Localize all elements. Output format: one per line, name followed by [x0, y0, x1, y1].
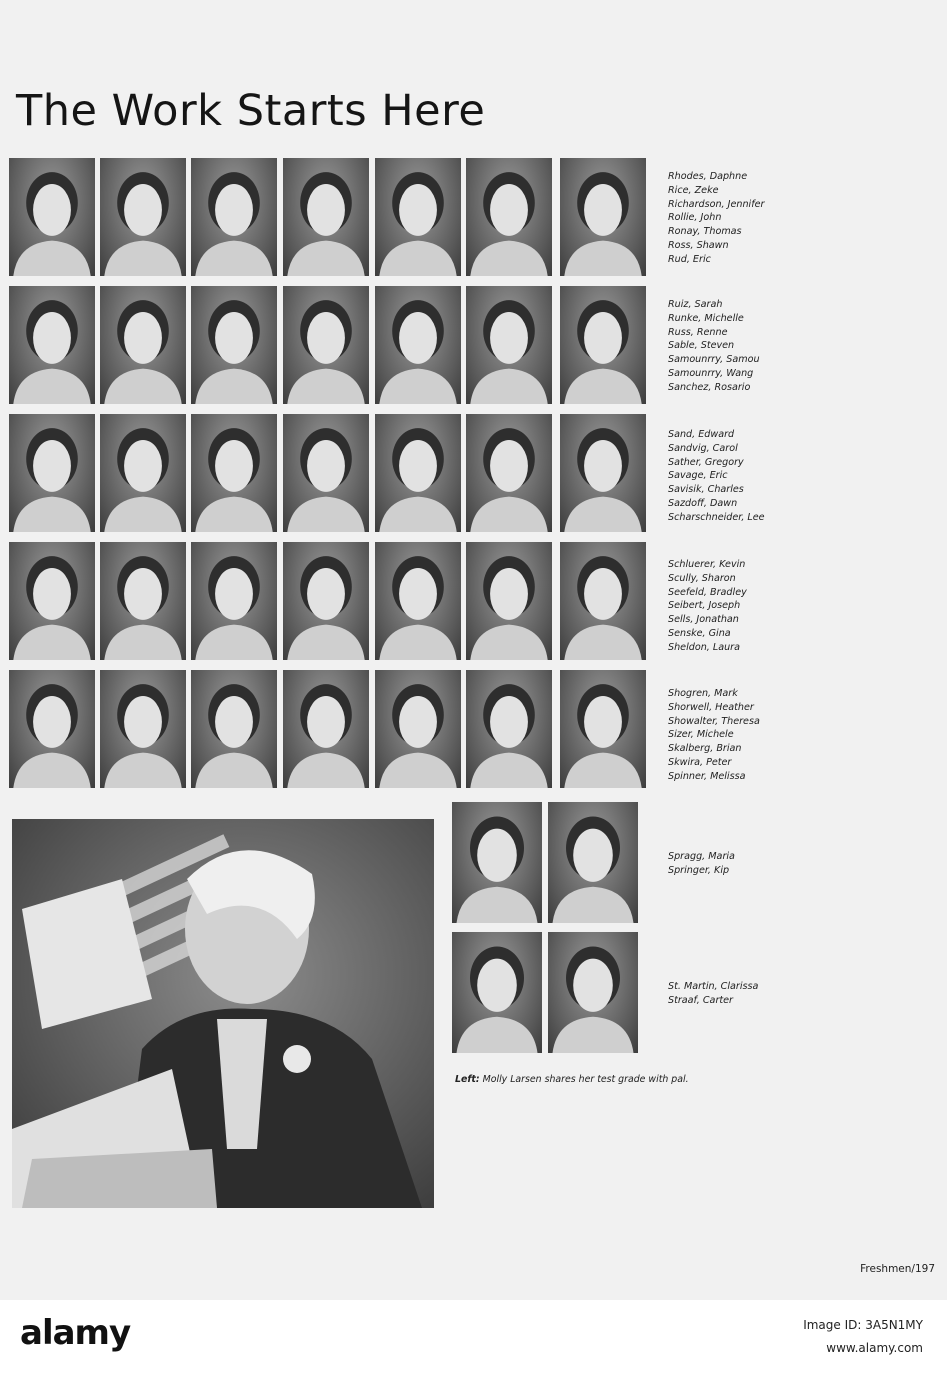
portrait-photo — [100, 670, 186, 788]
portrait-silhouette — [9, 414, 95, 532]
student-name: Sells, Jonathan — [668, 614, 739, 626]
portrait-silhouette — [560, 158, 646, 276]
student-name: Samounrry, Wang — [668, 367, 754, 379]
portrait-photo — [283, 670, 369, 788]
student-name: Seefeld, Bradley — [668, 586, 747, 598]
portrait-silhouette — [452, 932, 542, 1053]
portrait-silhouette — [560, 286, 646, 404]
student-name: Sizer, Michele — [668, 729, 734, 741]
portrait-silhouette — [560, 542, 646, 660]
student-name: Runke, Michelle — [668, 312, 744, 324]
portrait-silhouette — [375, 542, 461, 660]
image-id: Image ID: 3A5N1MY — [803, 1318, 923, 1332]
portrait-photo — [375, 158, 461, 276]
portrait-silhouette — [452, 802, 542, 923]
portrait-photo — [375, 670, 461, 788]
student-name: Ruiz, Sarah — [668, 299, 723, 310]
portrait-photo — [466, 158, 552, 276]
portrait-silhouette — [100, 414, 186, 532]
student-name: Rhodes, Daphne — [668, 171, 748, 182]
portrait-photo — [191, 414, 277, 532]
student-name: Samounrry, Samou — [668, 354, 760, 366]
portrait-silhouette — [560, 670, 646, 788]
portrait-photo — [191, 158, 277, 276]
portrait-silhouette — [283, 286, 369, 404]
name-list — [668, 558, 747, 655]
student-name: Sazdoff, Dawn — [668, 497, 738, 509]
student-name: Richardson, Jennifer — [668, 198, 765, 210]
page-folio: Freshmen/197 — [860, 1263, 935, 1275]
name-list — [668, 298, 760, 395]
portrait-photo — [548, 802, 638, 923]
portrait-silhouette — [283, 542, 369, 660]
name-list — [668, 170, 764, 267]
name-list — [668, 428, 765, 525]
portrait-photo — [191, 542, 277, 660]
portrait-silhouette — [100, 286, 186, 404]
stock-url[interactable]: www.alamy.com — [826, 1341, 923, 1355]
portrait-photo — [100, 286, 186, 404]
portrait-photo — [191, 286, 277, 404]
student-name: Senske, Gina — [668, 627, 731, 639]
student-name: Rud, Eric — [668, 253, 711, 265]
portrait-silhouette — [191, 158, 277, 276]
portrait-photo — [466, 542, 552, 660]
student-name: Scully, Sharon — [668, 572, 736, 584]
portrait-silhouette — [466, 286, 552, 404]
portrait-photo — [9, 158, 95, 276]
name-list — [668, 850, 735, 878]
name-list — [668, 687, 760, 784]
student-name: Shogren, Mark — [668, 688, 738, 699]
portrait-photo — [100, 414, 186, 532]
student-name: Spinner, Melissa — [668, 770, 746, 782]
portrait-photo — [375, 542, 461, 660]
name-list — [668, 980, 758, 1008]
portrait-silhouette — [191, 542, 277, 660]
student-name: Skalberg, Brian — [668, 743, 742, 755]
portrait-silhouette — [283, 414, 369, 532]
portrait-photo — [283, 158, 369, 276]
student-name: Sanchez, Rosario — [668, 381, 751, 393]
portrait-silhouette — [375, 670, 461, 788]
student-name: Ross, Shawn — [668, 239, 729, 251]
candid-photo — [12, 819, 434, 1208]
portrait-photo — [9, 286, 95, 404]
portrait-photo — [466, 286, 552, 404]
student-name: Showalter, Theresa — [668, 715, 760, 727]
student-name: Russ, Renne — [668, 326, 728, 338]
portrait-silhouette — [100, 542, 186, 660]
page-title: The Work Starts Here — [16, 86, 486, 136]
portrait-photo — [560, 286, 646, 404]
portrait-photo — [548, 932, 638, 1053]
portrait-photo — [9, 542, 95, 660]
portrait-photo — [375, 414, 461, 532]
portrait-silhouette — [466, 670, 552, 788]
portrait-photo — [100, 542, 186, 660]
student-name: Seibert, Joseph — [668, 600, 741, 612]
portrait-silhouette — [548, 932, 638, 1053]
portrait-photo — [283, 286, 369, 404]
portrait-photo — [560, 414, 646, 532]
student-name: Sather, Gregory — [668, 456, 744, 468]
portrait-silhouette — [283, 670, 369, 788]
portrait-silhouette — [191, 414, 277, 532]
student-name: Springer, Kip — [668, 864, 730, 876]
portrait-silhouette — [375, 414, 461, 532]
portrait-photo — [9, 670, 95, 788]
portrait-photo — [100, 158, 186, 276]
student-name: Sable, Steven — [668, 340, 735, 352]
portrait-photo — [9, 414, 95, 532]
student-name: Savisik, Charles — [668, 484, 744, 496]
student-name: Savage, Eric — [668, 470, 728, 482]
student-name: Straaf, Carter — [668, 994, 733, 1006]
student-name: Scharschneider, Lee — [668, 511, 765, 523]
portrait-silhouette — [9, 670, 95, 788]
caption-lead: Left: — [455, 1074, 480, 1085]
alamy-logo: alamy — [20, 1313, 131, 1353]
portrait-silhouette — [466, 158, 552, 276]
portrait-photo — [560, 542, 646, 660]
portrait-silhouette — [375, 158, 461, 276]
student-name: Schluerer, Kevin — [668, 559, 746, 570]
portrait-silhouette — [191, 670, 277, 788]
portrait-photo — [466, 670, 552, 788]
portrait-photo — [466, 414, 552, 532]
portrait-silhouette — [283, 158, 369, 276]
student-name: St. Martin, Clarissa — [668, 981, 759, 992]
portrait-silhouette — [548, 802, 638, 923]
portrait-photo — [560, 158, 646, 276]
portrait-silhouette — [560, 414, 646, 532]
portrait-photo — [452, 802, 542, 923]
portrait-silhouette — [191, 286, 277, 404]
portrait-silhouette — [9, 286, 95, 404]
watermark-bar — [0, 1300, 947, 1390]
portrait-photo — [375, 286, 461, 404]
portrait-silhouette — [466, 542, 552, 660]
portrait-silhouette — [9, 158, 95, 276]
caption-text: Molly Larsen shares her test grade with pal. — [479, 1074, 689, 1085]
student-name: Rollie, John — [668, 212, 722, 224]
student-name: Skwira, Peter — [668, 756, 732, 768]
candid-photo-drawing — [12, 819, 434, 1208]
student-name: Ronay, Thomas — [668, 226, 742, 238]
student-name: Sandvig, Carol — [668, 442, 738, 454]
portrait-photo — [452, 932, 542, 1053]
portrait-photo — [283, 414, 369, 532]
student-name: Sheldon, Laura — [668, 641, 741, 653]
portrait-photo — [191, 670, 277, 788]
portrait-silhouette — [100, 670, 186, 788]
student-name: Sand, Edward — [668, 429, 735, 440]
student-name: Spragg, Maria — [668, 851, 735, 862]
student-name: Rice, Zeke — [668, 184, 719, 196]
portrait-photo — [560, 670, 646, 788]
portrait-silhouette — [9, 542, 95, 660]
student-name: Shorwell, Heather — [668, 701, 754, 713]
portrait-silhouette — [375, 286, 461, 404]
photo-caption — [455, 1074, 689, 1085]
portrait-silhouette — [100, 158, 186, 276]
portrait-silhouette — [466, 414, 552, 532]
portrait-photo — [283, 542, 369, 660]
